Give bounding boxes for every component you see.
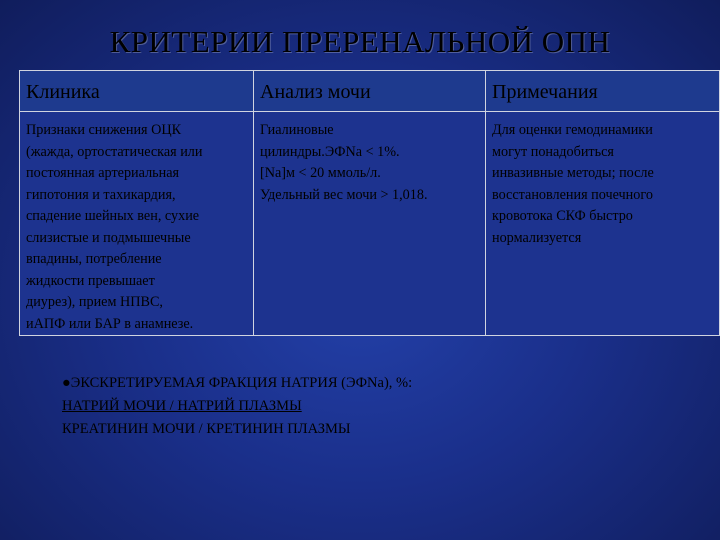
cell-urine-analysis [254,112,486,336]
notes-line: нормализуется [492,229,582,246]
clinic-line: слизистые и подмышечные [26,229,191,246]
clinic-line: (жажда, ортостатическая или [26,143,203,160]
urine-line: Удельный вес мочи > 1,018. [260,186,428,203]
sodium-fraction-formula [62,372,412,441]
header-notes: Примечания [486,71,720,112]
notes-line: могут понадобиться [492,143,614,160]
clinic-line: гипотония и тахикардия, [26,186,176,203]
clinic-line: постоянная артериальная [26,165,180,181]
notes-line: инвазивные методы; после [492,165,654,181]
notes-line: Для оценки гемодинамики [492,122,653,138]
formula-denominator: КРЕАТИНИН МОЧИ / КРЕТИНИН ПЛАЗМЫ [62,421,351,437]
table-row [20,112,720,336]
notes-line: восстановления почечного [492,186,653,203]
criteria-table [19,70,720,336]
cell-notes [486,112,720,336]
clinic-line: диурез), прием НПВС, [26,294,163,310]
formula-caption: ●ЭКСКРЕТИРУЕМАЯ ФРАКЦИЯ НАТРИЯ (ЭФNa), %: [62,375,413,391]
header-urine-analysis: Анализ мочи [254,71,486,112]
urine-line: [Na]м < 20 ммоль/л. [260,165,381,181]
notes-line: кровотока СКФ быстро [492,208,633,224]
clinic-line: спадение шейных вен, сухие [26,208,200,224]
cell-clinic [20,112,254,336]
slide-title: КРИТЕРИИ ПРЕРЕНАЛЬНОЙ ОПН [109,24,611,59]
formula-numerator: НАТРИЙ МОЧИ / НАТРИЙ ПЛАЗМЫ [62,398,302,414]
header-clinic: Клиника [20,71,254,112]
urine-line: Гиалиновые [260,122,334,138]
urine-line: цилиндры.ЭФNa < 1%. [260,143,400,160]
clinic-line: впадины, потребление [26,251,162,267]
clinic-line: иАПФ или БАР в анамнезе. [26,315,194,332]
table-header-row [20,71,720,112]
clinic-line: жидкости превышает [26,272,155,289]
clinic-line: Признаки снижения ОЦК [26,122,182,138]
